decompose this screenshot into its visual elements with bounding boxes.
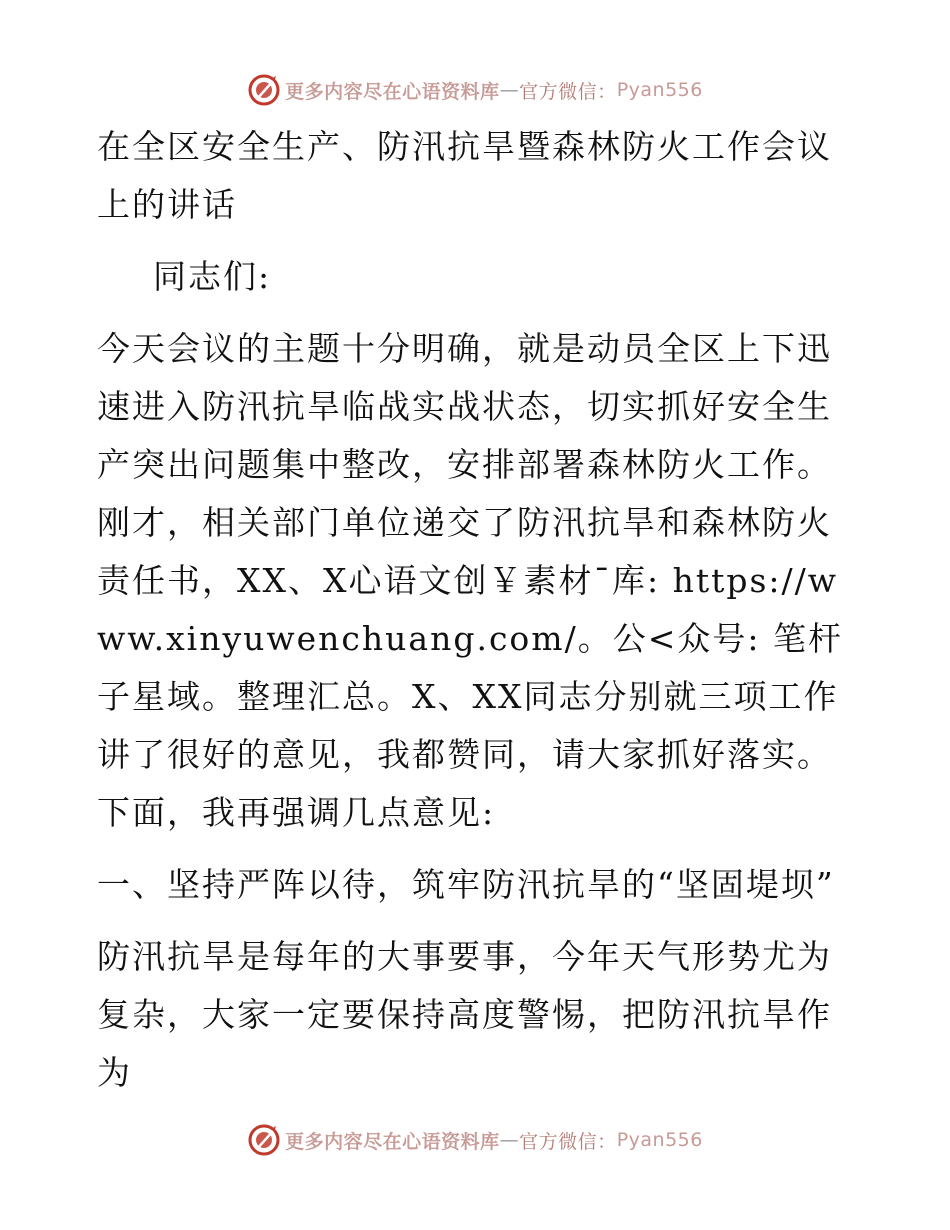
paragraph-intro: 今天会议的主题十分明确，就是动员全区上下迅速进入防汛抗旱临战实战状态，切实抓好安全生产突出问题集中整改，安排部署森林防火工作。刚才，相关部门单位递交了防汛抗旱和森林防火责任书，XX、X心语文创￥素材¯库: https://www.xinyuwenchuang.com/。公<众号: 笔杆子星域。整理汇总。X、XX同志分别就三项工作讲了很好的意见，我都赞同，请大家抓好落实。下面，我再强调几点意见: xyxy=(97,329,843,832)
banner-wechat-id: Pyan556 xyxy=(616,79,703,101)
banner-wechat-label: 官方微信： xyxy=(519,1130,617,1153)
paragraph-flood-control: 防汛抗旱是每年的大事要事，今年天气形势尤为复杂，大家一定要保持高度警惕，把防汛抗旱作为 xyxy=(97,937,832,1092)
banner-dash: — xyxy=(499,79,520,101)
document-body xyxy=(97,118,857,1102)
banner-wechat-id: Pyan556 xyxy=(616,1129,703,1151)
pen-circle-logo-icon xyxy=(247,1123,281,1157)
header-watermark-banner xyxy=(0,70,950,110)
banner-main-text: 更多内容尽在心语资料库 xyxy=(285,80,500,103)
section-heading-1: 一、坚持严阵以待，筑牢防汛抗旱的“坚固堤坝” xyxy=(97,865,835,904)
banner-wechat-label: 官方微信： xyxy=(519,80,617,103)
document-title: 在全区安全生产、防汛抗旱暨森林防火工作会议上的讲话 xyxy=(97,127,832,224)
pen-circle-logo-icon xyxy=(247,73,281,107)
banner-main-text: 更多内容尽在心语资料库 xyxy=(285,1130,500,1153)
footer-watermark-banner xyxy=(0,1120,950,1160)
banner-dash: — xyxy=(499,1129,520,1151)
greeting: 同志们: xyxy=(153,257,272,296)
